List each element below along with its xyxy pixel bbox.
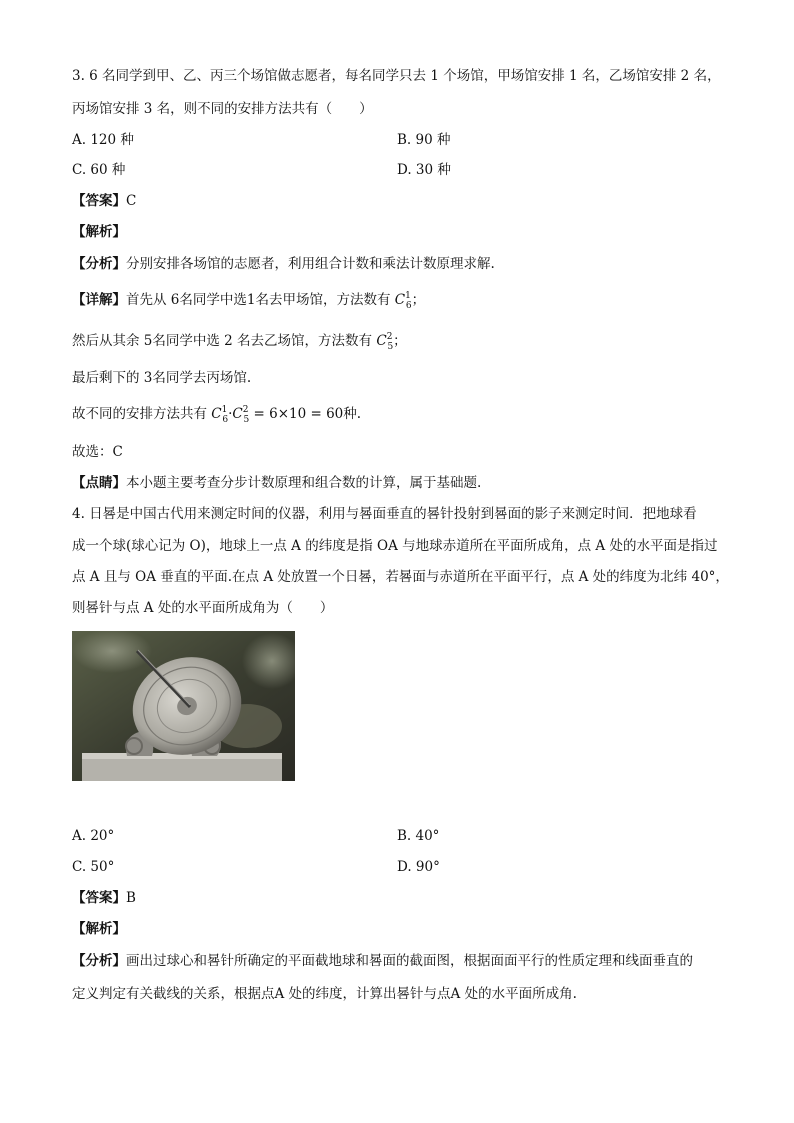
q3-fenxi <box>72 254 495 274</box>
fenxi-tag: 【分析】 <box>72 953 126 969</box>
q4-option-d: D. 90° <box>397 859 440 875</box>
q3-guxuan: 故选：C <box>72 444 123 460</box>
q4-stem-line2: 成一个球(球心记为 O)，地球上一点 A 的纬度是指 OA 与地球赤道所在平面所成角，点 A 处的水平面是指过 <box>72 538 718 554</box>
q3-step4 <box>72 404 361 426</box>
jiexi-tag: 【解析】 <box>72 921 126 937</box>
q3-stem-line2: 丙场馆安排 3 名，则不同的安排方法共有（ ） <box>72 101 373 117</box>
q3-stem-line1: 3. 6 名同学到甲、乙、丙三个场馆做志愿者，每名同学只去 1 个场馆，甲场馆安排 1 名，乙场馆安排 2 名， <box>72 68 721 84</box>
combination-c52: $C^2_5$ <box>376 332 394 352</box>
step4-prefix: 故不同的安排方法共有 <box>72 406 207 422</box>
q4-fenxi-line2: 定义判定有关截线的关系，根据点A 处的纬度，计算出晷针与点A 处的水平面所成角. <box>72 986 577 1002</box>
answer-value: C <box>126 193 137 209</box>
sundial-photo <box>72 631 295 781</box>
q4-answer <box>72 888 136 908</box>
q3-option-d: D. 30 种 <box>397 162 451 178</box>
dianjing-text: 本小题主要考查分步计数原理和组合数的计算，属于基础题. <box>126 475 482 491</box>
q4-option-b: B. 40° <box>397 828 440 844</box>
q3-option-b: B. 90 种 <box>397 132 451 148</box>
combination-c61: $C^1_6$ <box>394 291 412 311</box>
q3-step2 <box>72 331 407 353</box>
dianjing-tag: 【点睛】 <box>72 475 126 491</box>
q3-jiexi <box>72 222 126 242</box>
jiexi-tag: 【解析】 <box>72 224 126 240</box>
fenxi-text: 画出过球心和晷针所确定的平面截地球和晷面的截面图，根据面面平行的性质定理和线面垂直的 <box>126 953 693 969</box>
fenxi-tag: 【分析】 <box>72 256 126 272</box>
q4-stem-line4: 则晷针与点 A 处的水平面所成角为（ ） <box>72 600 334 616</box>
combination-c61: $C^1_6$ <box>211 405 229 425</box>
step2-text: 然后从其余 5名同学中选 2 名去乙场馆，方法数有 <box>72 333 373 349</box>
dot-operator: · <box>228 406 233 422</box>
answer-tag: 【答案】 <box>72 890 126 906</box>
q4-fenxi-line1 <box>72 951 693 971</box>
q3-step3: 最后剩下的 3名同学去丙场馆. <box>72 370 252 386</box>
equation: = 6×10 = 60 <box>249 406 344 422</box>
combination-c52: $C^2_5$ <box>232 405 250 425</box>
answer-value: B <box>126 890 136 906</box>
xiangjie-tag: 【详解】 <box>72 292 126 308</box>
q3-answer <box>72 191 136 211</box>
fenxi-text: 分别安排各场馆的志愿者，利用组合计数和乘法计数原理求解. <box>126 256 495 272</box>
answer-tag: 【答案】 <box>72 193 126 209</box>
semicolon: ； <box>393 333 407 349</box>
q4-jiexi <box>72 919 126 939</box>
q3-xiangjie <box>72 290 425 312</box>
q3-option-c: C. 60 种 <box>72 162 126 178</box>
xiangjie-text: 首先从 6名同学中选1名去甲场馆，方法数有 <box>126 292 391 308</box>
q4-stem-line3: 点 A 且与 OA 垂直的平面.在点 A 处放置一个日晷，若晷面与赤道所在平面平行，点 A 处的纬度为北纬 40°， <box>72 569 729 585</box>
q4-option-c: C. 50° <box>72 859 115 875</box>
q3-dianjing <box>72 473 481 493</box>
semicolon: ； <box>411 292 426 308</box>
q3-option-a: A. 120 种 <box>72 132 134 148</box>
q4-stem-line1: 4. 日晷是中国古代用来测定时间的仪器，利用与晷面垂直的晷针投射到晷面的影子来测定时间．把地球看 <box>72 506 697 522</box>
q4-option-a: A. 20° <box>72 828 115 844</box>
step4-suffix: 种. <box>343 406 362 422</box>
